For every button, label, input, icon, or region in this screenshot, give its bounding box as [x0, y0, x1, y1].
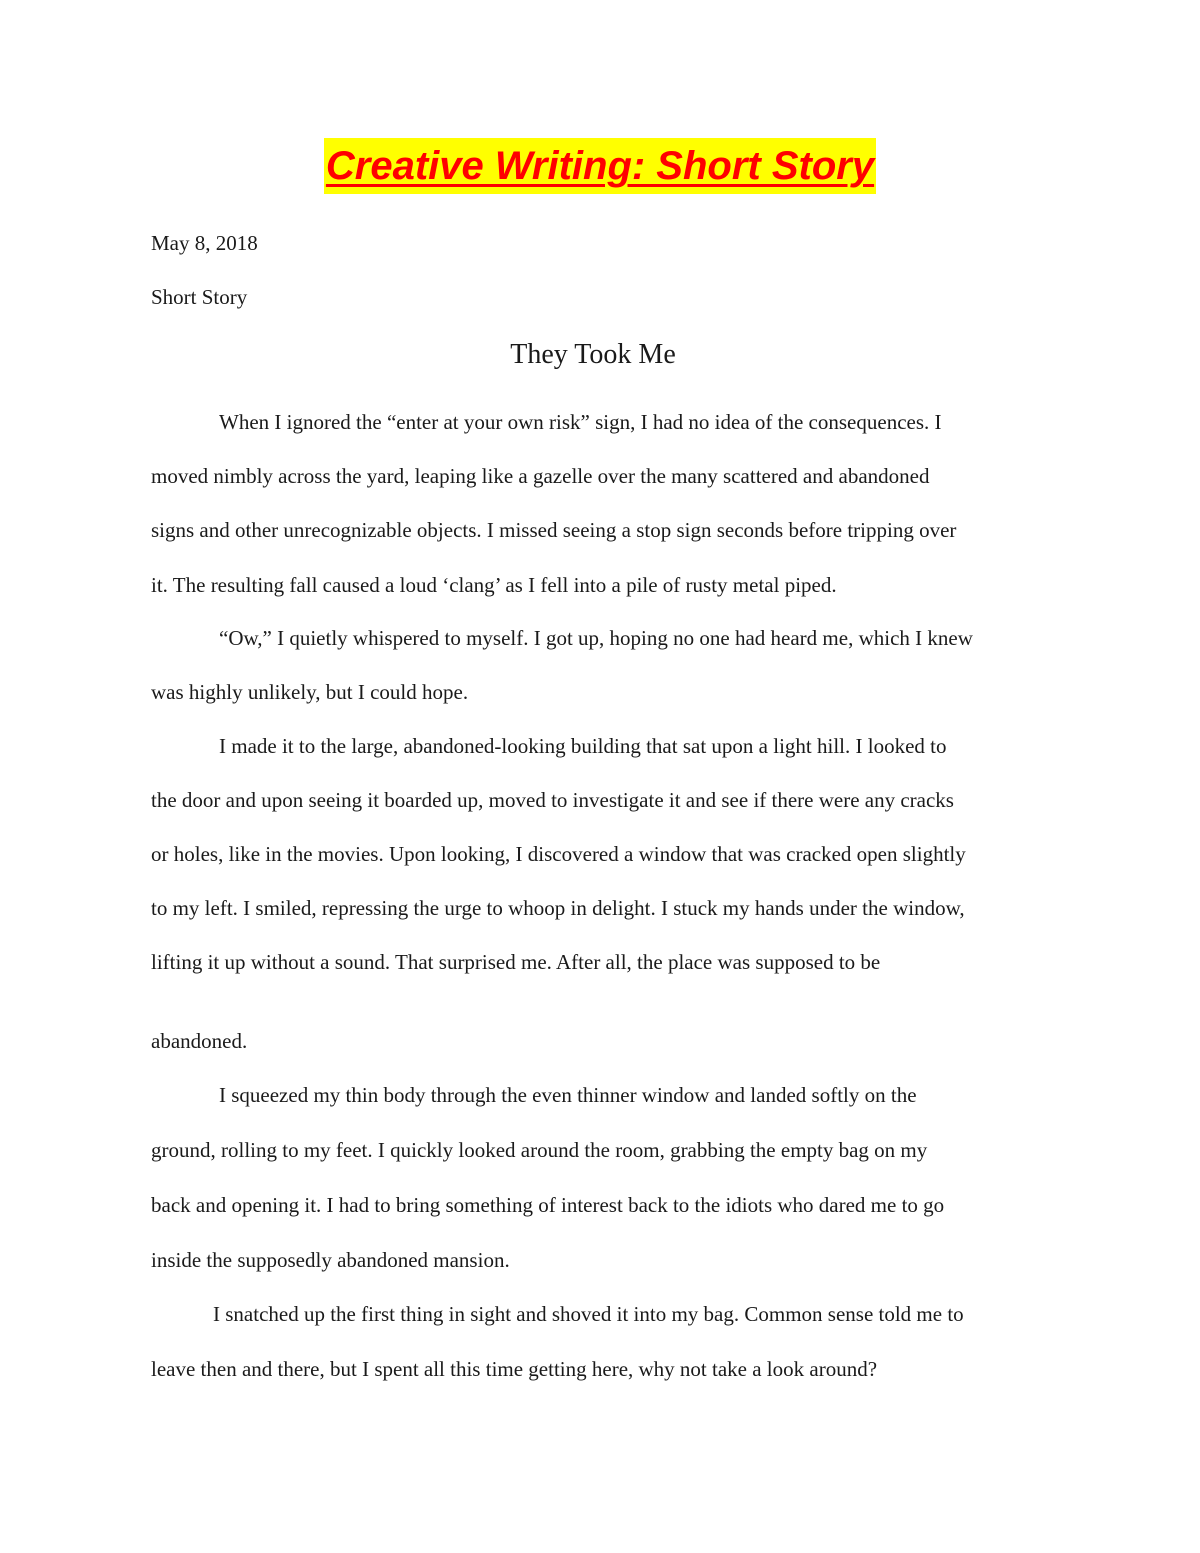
story-title: They Took Me [510, 339, 676, 370]
banner-header [0, 138, 1200, 194]
genre-line: Short Story [151, 285, 248, 309]
story-line: or holes, like in the movies. Upon looking, I discovered a window that was cracked open slightly [151, 842, 966, 866]
story-line: to my left. I smiled, repressing the urge to whoop in delight. I stuck my hands under the window, [151, 896, 965, 920]
story-line: “Ow,” I quietly whispered to myself. I got up, hoping no one had heard me, which I knew [219, 626, 973, 650]
story-line: it. The resulting fall caused a loud ‘clang’ as I fell into a pile of rusty metal piped. [151, 573, 837, 597]
banner-title: Creative Writing: Short Story [324, 138, 876, 194]
story-line: inside the supposedly abandoned mansion. [151, 1248, 510, 1272]
story-line: I squeezed my thin body through the even thinner window and landed softly on the [219, 1083, 917, 1107]
story-line: back and opening it. I had to bring something of interest back to the idiots who dared me to go [151, 1193, 945, 1217]
story-line: lifting it up without a sound. That surprised me. After all, the place was supposed to be [151, 950, 881, 974]
story-line: When I ignored the “enter at your own risk” sign, I had no idea of the consequences. I [219, 410, 942, 434]
story-line: abandoned. [151, 1029, 248, 1053]
story-line: the door and upon seeing it boarded up, moved to investigate it and see if there were any cracks [151, 788, 954, 812]
story-line: leave then and there, but I spent all this time getting here, why not take a look around? [151, 1357, 878, 1381]
story-line: I made it to the large, abandoned-looking building that sat upon a light hill. I looked to [219, 734, 947, 758]
story-line: ground, rolling to my feet. I quickly looked around the room, grabbing the empty bag on my [151, 1138, 928, 1162]
date-line: May 8, 2018 [151, 231, 258, 255]
story-line: moved nimbly across the yard, leaping like a gazelle over the many scattered and abandoned [151, 464, 930, 488]
story-line: signs and other unrecognizable objects. I missed seeing a stop sign seconds before tripping over [151, 518, 957, 542]
story-line: I snatched up the first thing in sight and shoved it into my bag. Common sense told me to [213, 1302, 964, 1326]
story-line: was highly unlikely, but I could hope. [151, 680, 469, 704]
